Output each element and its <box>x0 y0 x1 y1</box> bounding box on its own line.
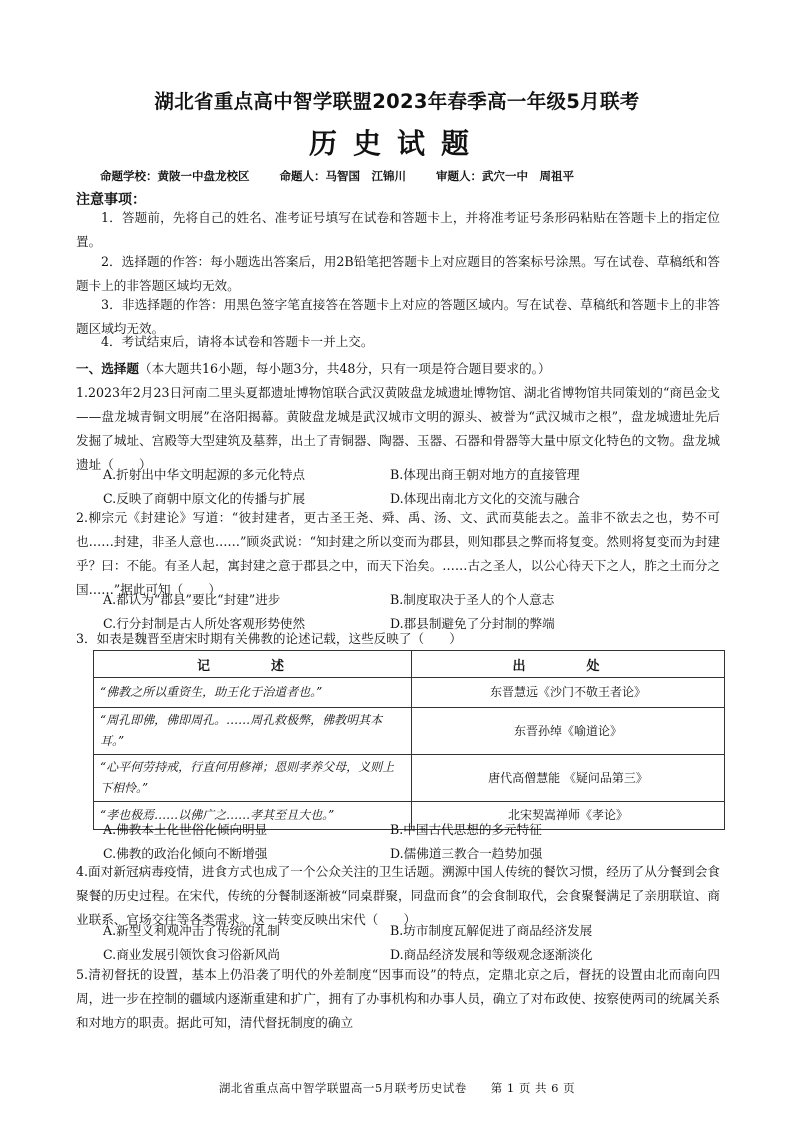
q4-option-d[interactable]: D.商品经济发展和等级观念逐渐淡化 <box>390 947 593 962</box>
q2-option-c[interactable]: C.行分封制是古人所处客观形势使然 <box>103 616 306 631</box>
table-cell-source: 北宋契嵩禅师《孝论》 <box>412 802 725 830</box>
table-cell-record: “孝也极焉……以佛广之……孝其至且大也。” <box>94 802 412 830</box>
meta-school: 命题学校：黄陂一中盘龙校区 <box>100 169 250 183</box>
table-cell-source: 东晋慧远《沙门不敬王者论》 <box>412 678 725 708</box>
q3-option-a[interactable]: A.佛教本土化世俗化倾向明显 <box>103 822 268 837</box>
table-cell-record: “佛教之所以重资生，助王化于治道者也。” <box>94 678 412 708</box>
q3-option-d[interactable]: D.儒佛道三教合一趋势加强 <box>390 846 543 861</box>
table-row <box>94 678 725 708</box>
question-1-options <box>103 463 723 511</box>
table-header-row <box>94 651 725 678</box>
q1-option-d[interactable]: D.体现出南北方文化的交流与融合 <box>390 491 580 506</box>
notice-heading: 注意事项： <box>76 192 146 208</box>
q2-option-a[interactable]: A.都认为“郡县”要比“封建”进步 <box>103 592 281 607</box>
question-5-stem: 5.清初督抚的设置，基本上仍沿袭了明代的外差制度“因事而设”的特点，定鼎北京之后，督抚的设置由北而南向四周，进一步在控制的疆域内逐渐重建和扩广，拥有了办事机构和办事人员，确立了对布政使、按察使两司的统属关系和对地方的职责。据此可知，清代督抚制度的确立 <box>76 967 720 1030</box>
exam-meta <box>100 168 600 184</box>
question-3-stem: 3．如表是魏晋至唐宋时期有关佛教的论述记载，这些反映了（ ） <box>76 631 462 646</box>
section-heading <box>76 357 726 381</box>
table-cell-record: “心平何劳持戒，行直何用修禅；恩则孝养父母，义则上下相怜。” <box>94 755 412 802</box>
q3-option-b[interactable]: B.中国古代思想的多元特征 <box>390 822 542 837</box>
notice-item-1: 1．答题前，先将自己的姓名、准考证号填写在试卷和答题卡上，并将准考证号条形码粘贴在答题卡上的指定位置。 <box>76 210 720 249</box>
table-cell-source: 东晋孙绰《喻道论》 <box>412 708 725 755</box>
section-desc: （本大题共16小题，每小题3分，共48分，只有一项是符合题目要求的。） <box>138 361 551 376</box>
q1-option-c[interactable]: C.反映了商朝中原文化的传播与扩展 <box>103 491 306 506</box>
table-row <box>94 708 725 755</box>
section-title: 一、选择题 <box>76 361 139 376</box>
q4-option-a[interactable]: A.新型义利观冲击了传统的礼制 <box>103 923 280 938</box>
notice-item-4: 4．考试结束后，请将本试卷和答题卡一并上交。 <box>101 334 374 349</box>
q3-option-c[interactable]: C.佛教的政治化倾向不断增强 <box>103 846 268 861</box>
notice-item-2: 2．选择题的作答：每小题选出答案后，用2B铅笔把答题卡上对应题目的答案标号涂黑。写在试卷、草稿纸和答题卡上的非答题区域均无效。 <box>76 254 720 293</box>
table-header-source: 出 处 <box>412 651 725 678</box>
notice-item-3: 3．非选择题的作答：用黑色签字笔直接答在答题卡上对应的答题区域内。写在试卷、草稿纸和答题卡上的非答题区域均无效。 <box>76 297 720 336</box>
exam-title: 湖北省重点高中智学联盟2023年春季高一年级5月联考 <box>154 90 640 113</box>
table-row <box>94 755 725 802</box>
page-footer: 湖北省重点高中智学联盟高一5月联考历史试卷 第 1 页 共 6 页 <box>218 1081 576 1095</box>
q1-option-b[interactable]: B.体现出商王朝对地方的直接管理 <box>390 467 580 482</box>
question-1-stem: 1.2023年2月23日河南二里头夏都遗址博物馆联合武汉黄陂盘龙城遗址博物馆、湖北省博物馆共同策划的“商邑金戈——盘龙城青铜文明展”在洛阳揭幕。黄陂盘龙城是武汉城市文明的源头、被誉为“武汉城市之根”，盘龙城遗址先后发掘了城址、宫殿等大型建筑及墓葬，出土了青铜器、陶器、玉器、石器和骨器等大量中原文化特色的文物。盘龙城遗址（ ） <box>76 385 720 472</box>
table-header-record: 记 述 <box>94 651 412 678</box>
question-3-table <box>93 650 725 830</box>
q1-option-a[interactable]: A.折射出中华文明起源的多元化特点 <box>103 467 306 482</box>
q2-option-b[interactable]: B.制度取决于圣人的个人意志 <box>390 592 555 607</box>
subject-title: 历史试题 <box>308 127 485 160</box>
q4-option-b[interactable]: B.坊市制度瓦解促进了商品经济发展 <box>390 923 593 938</box>
meta-authors: 命题人：马智国 江锦川 <box>279 169 407 183</box>
question-2-stem: 2.柳宗元《封建论》写道：“彼封建者，更古圣王尧、舜、禹、汤、文、武而莫能去之。盖非不欲去之也，势不可也……封建，非圣人意也……”顾炎武说：“知封建之所以变而为郡县，则知郡县之弊而将复变。然则将复变而为封建乎？曰：不能。有圣人起，寓封建之意于郡县之中，而天下治矣。……古之圣人，以公心待天下之人，胙之土而分之国……”据此可知（ ） <box>76 510 720 597</box>
table-cell-source: 唐代高僧慧能 《疑问品第三》 <box>412 755 725 802</box>
q2-option-d[interactable]: D.郡县制避免了分封制的弊端 <box>390 616 555 631</box>
question-4-options <box>103 919 723 967</box>
question-3-options <box>103 818 723 866</box>
q4-option-c[interactable]: C.商业发展引领饮食习俗新风尚 <box>103 947 280 962</box>
meta-reviewer: 审题人：武穴一中 周祖平 <box>436 169 575 183</box>
table-cell-record: “周孔即佛，佛即周孔。……周孔救极弊，佛教明其本耳。” <box>94 708 412 755</box>
question-4-stem: 4.面对新冠病毒疫情，进食方式也成了一个公众关注的卫生话题。溯源中国人传统的餐饮习惯，经历了从分餐到会食聚餐的历史过程。在宋代，传统的分餐制逐渐被“同桌群聚，同盘而食”的会食制取代，会食聚餐满足了亲朋联谊、商业联系、官场交往等各类需求。这一转变反映出宋代（ ） <box>76 864 720 927</box>
